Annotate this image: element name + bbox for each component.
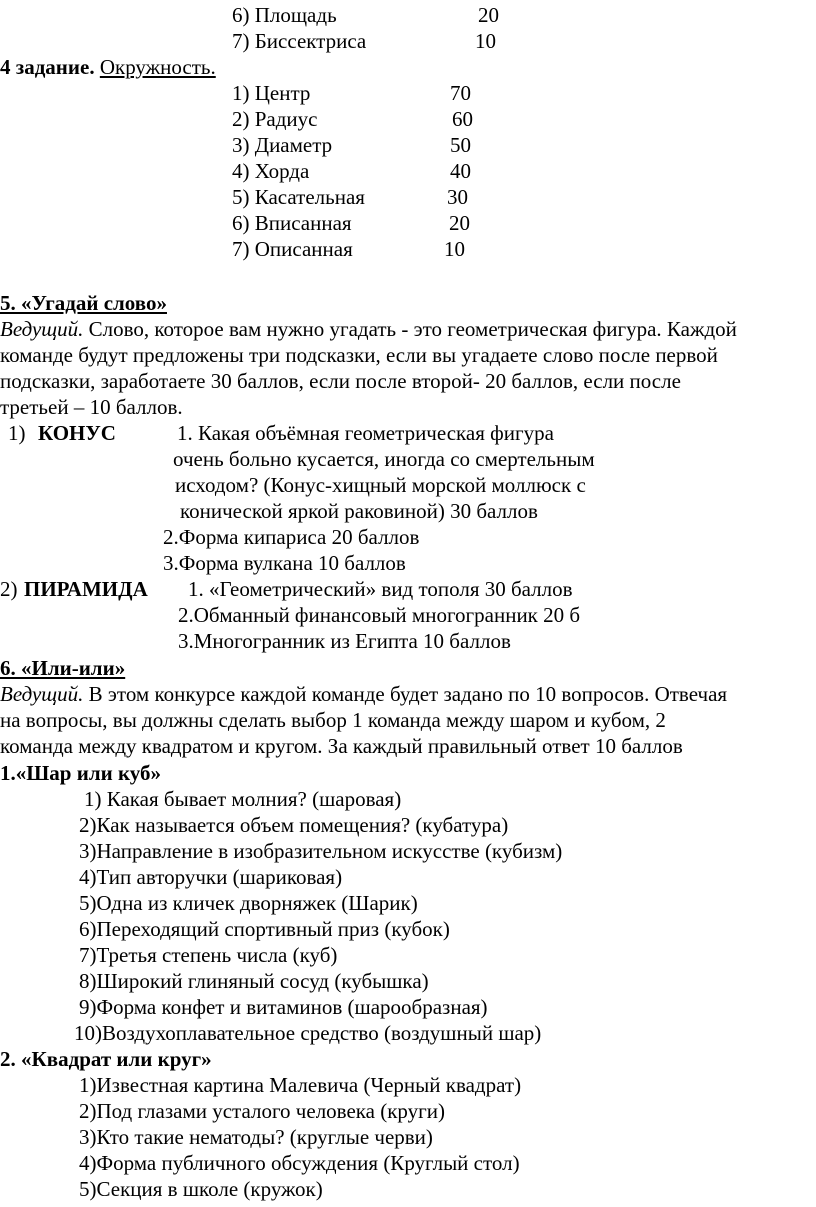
task4-points: 50 [450, 133, 471, 157]
word1-hint: очень больно кусается, иногда со смертельным [173, 447, 595, 471]
word2-hint: 1. «Геометрический» вид тополя 30 баллов [188, 577, 573, 601]
section5-intro-line: подсказки, заработаете 30 баллов, если после второй- 20 баллов, если после [0, 369, 681, 393]
task4-points: 30 [447, 185, 468, 209]
word1-hint: 2.Форма кипариса 20 баллов [163, 525, 420, 549]
section5-lead-label: Ведущий. [0, 317, 84, 341]
section6-intro-line: команда между квадратом и кругом. За каждый правильный ответ 10 баллов [0, 734, 683, 758]
round1-question: 4)Тип авторучки (шариковая) [79, 865, 343, 889]
round1-question: 9)Форма конфет и витаминов (шарообразная) [79, 995, 488, 1019]
task4-points: 20 [449, 211, 470, 235]
section6-intro-line: на вопросы, вы должны сделать выбор 1 команда между шаром и кубом, 2 [0, 708, 666, 732]
task4-points: 10 [444, 237, 465, 261]
round2-question: 3)Кто такие нематоды? (круглые черви) [79, 1125, 433, 1149]
section5-intro-line: Ведущий. Слово, которое вам нужно угадать - это геометрическая фигура. Каждой [0, 317, 737, 341]
round1-question: 2)Как называется объем помещения? (кубатура) [79, 813, 509, 837]
round1-question: 8)Широкий глиняный сосуд (кубышка) [79, 969, 429, 993]
round1-question: 3)Направление в изобразительном искусстве (кубизм) [79, 839, 563, 863]
word1-hint: 3.Форма вулкана 10 баллов [163, 551, 406, 575]
task4-heading [0, 54, 216, 80]
word2-hint: 2.Обманный финансовый многогранник 20 б [178, 603, 581, 627]
section6-lead-label: Ведущий. [0, 682, 84, 706]
task4-item: 1) Центр [232, 81, 311, 105]
round1-question: 1) Какая бывает молния? (шаровая) [84, 787, 402, 811]
round1-title: 1.«Шар или куб» [0, 761, 161, 785]
word1-hint: конической яркой раковиной) 30 баллов [180, 499, 538, 523]
round1-question: 7)Третья степень числа (куб) [79, 943, 338, 967]
word2-hint: 3.Многогранник из Египта 10 баллов [178, 629, 511, 653]
task4-item: 2) Радиус [232, 107, 318, 131]
section5-title: 5. «Угадай слово» [0, 291, 167, 315]
task4-item: 6) Вписанная [232, 211, 352, 235]
section6-intro-line: Ведущий. В этом конкурсе каждой команде будет задано по 10 вопросов. Отвечая [0, 682, 728, 706]
round1-question: 6)Переходящий спортивный приз (кубок) [79, 917, 450, 941]
section5-intro-line: команде будут предложены три подсказки, если вы угадаете слово после первой [0, 343, 718, 367]
round2-question: 5)Секция в школе (кружок) [79, 1177, 323, 1201]
round2-question: 4)Форма публичного обсуждения (Круглый стол) [79, 1151, 520, 1175]
round1-question: 10)Воздухоплавательное средство (воздушный шар) [74, 1021, 542, 1045]
task3-item-7: 7) Биссектриса [232, 29, 367, 53]
task4-points: 40 [450, 159, 471, 183]
task4-label: 4 задание. [0, 55, 95, 79]
word1-number: 1) [8, 421, 26, 445]
section5-intro-line: третьей – 10 баллов. [0, 395, 183, 419]
section6-title: 6. «Или-или» [0, 656, 126, 680]
word2-number: 2) [0, 577, 18, 601]
task4-item: 4) Хорда [232, 159, 310, 183]
round2-question: 1)Известная картина Малевича (Черный квадрат) [79, 1073, 522, 1097]
task4-points: 70 [450, 81, 471, 105]
task4-topic: Окружность. [99, 55, 216, 79]
word2-answer: ПИРАМИДА [24, 577, 148, 601]
task3-points-7: 10 [475, 29, 496, 53]
task3-points-6: 20 [478, 3, 499, 27]
word1-hint: 1. Какая объёмная геометрическая фигура [177, 421, 554, 445]
round2-question: 2)Под глазами усталого человека (круги) [79, 1099, 446, 1123]
task4-item: 3) Диаметр [232, 133, 333, 157]
round2-title: 2. «Квадрат или круг» [0, 1047, 212, 1071]
task4-points: 60 [452, 107, 473, 131]
word1-hint: исходом? (Конус-хищный морской моллюск с [175, 473, 586, 497]
task4-item: 7) Описанная [232, 237, 353, 261]
task3-item-6: 6) Площадь [232, 3, 337, 27]
word1-answer: КОНУС [38, 421, 116, 445]
task4-item: 5) Касательная [232, 185, 365, 209]
round1-question: 5)Одна из кличек дворняжек (Шарик) [79, 891, 418, 915]
